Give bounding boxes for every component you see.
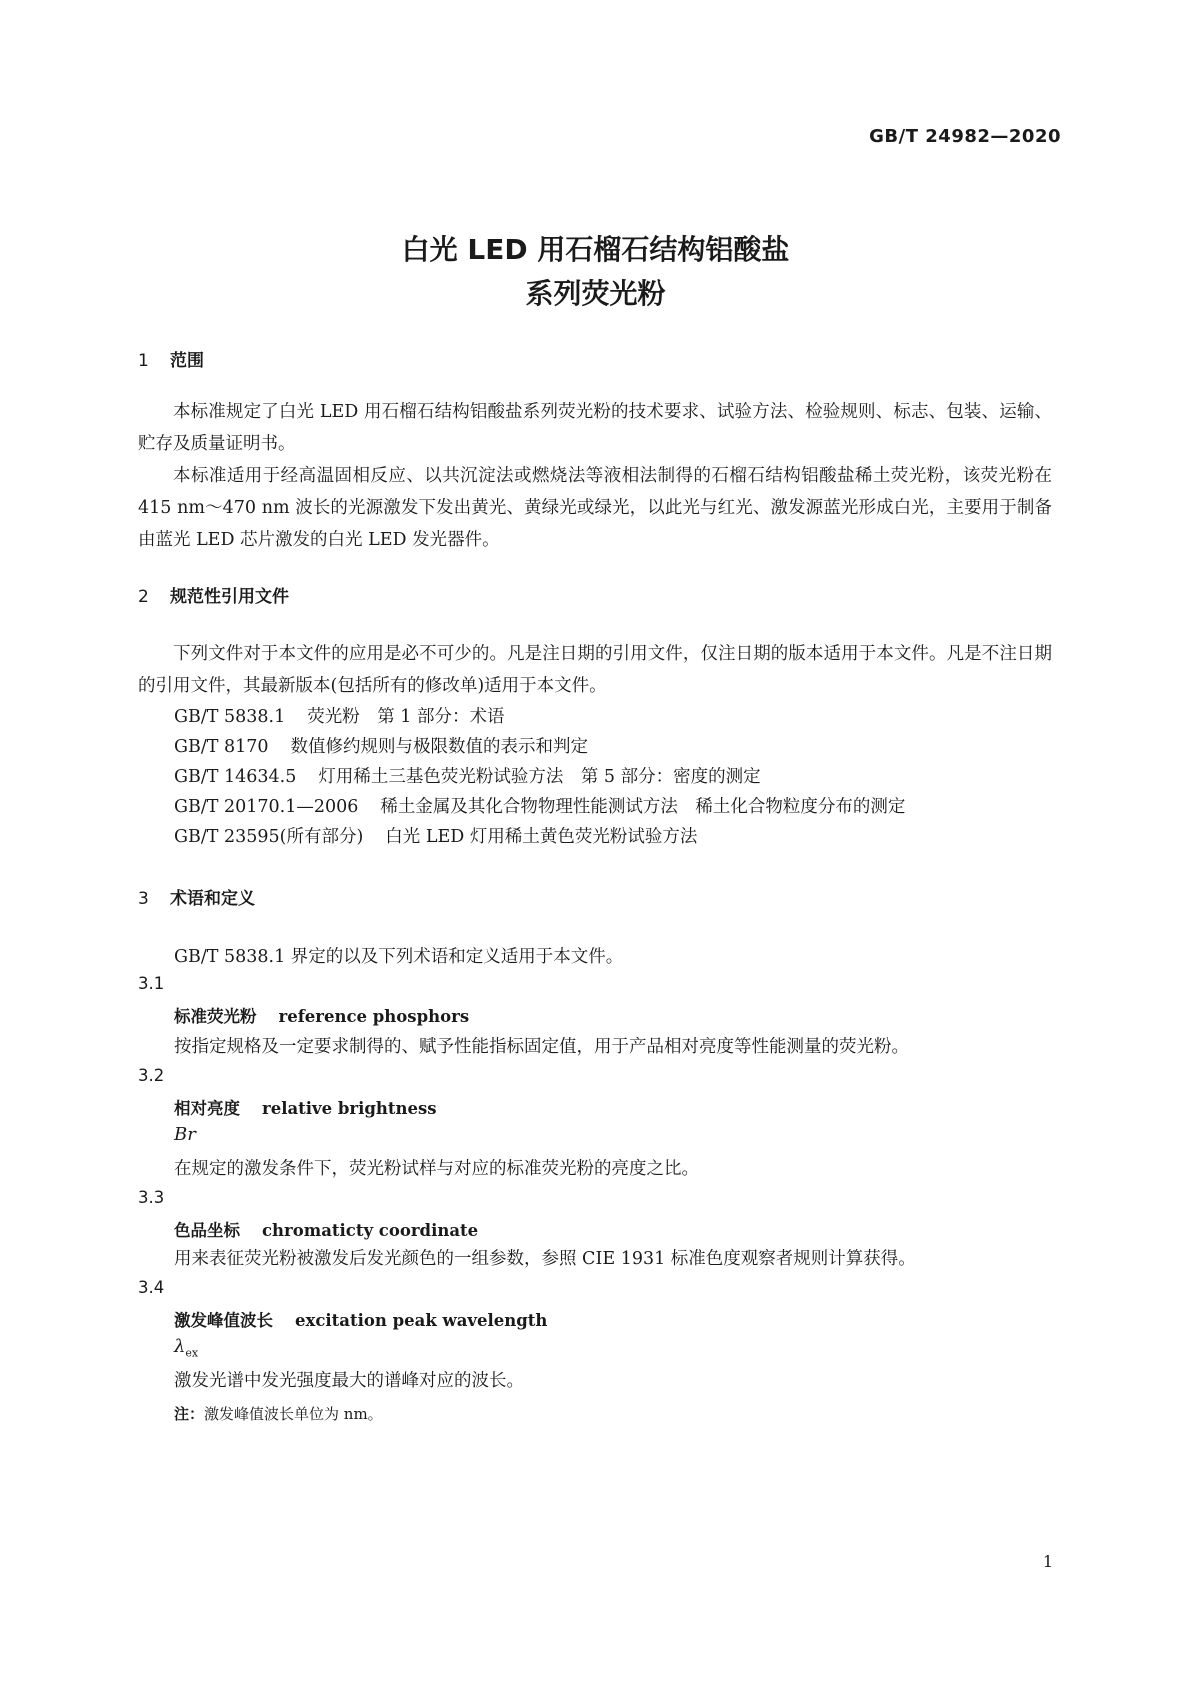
section-title: 术语和定义 [170,889,255,909]
term-name-en: reference phosphors [278,1007,470,1026]
symbol-subscript: ex [185,1346,199,1360]
reference-code: GB/T 8170 [174,737,269,757]
reference-title: 稀土金属及其化合物物理性能测试方法 稀土化合物粒度分布的测定 [380,797,906,817]
term-name [174,1307,547,1331]
term-name [174,1003,469,1027]
reference-title: 白光 LED 灯用稀土黄色荧光粉试验方法 [385,827,698,847]
reference-code: GB/T 20170.1—2006 [174,797,359,817]
reference-title: 灯用稀土三基色荧光粉试验方法 第 5 部分：密度的测定 [318,767,761,787]
scope-paragraph-1: 本标准规定了白光 LED 用石榴石结构铝酸盐系列荧光粉的技术要求、试验方法、检验规则、标志、包装、运输、贮存及质量证明书。 [138,402,1052,454]
page-number: 1 [1042,1552,1053,1571]
term-definition: 用来表征荧光粉被激发后发光颜色的一组参数，参照 CIE 1931 标准色度观察者规则计算获得。 [174,1249,916,1269]
reference-title: 数值修约规则与极限数值的表示和判定 [290,737,589,757]
reference-item [174,703,504,728]
term-name-zh: 激发峰值波长 [174,1311,273,1330]
section-2-heading [138,582,289,607]
references-intro: 下列文件对于本文件的应用是必不可少的。凡是注日期的引用文件，仅注日期的版本适用于本文件。凡是不注日期的引用文件，其最新版本(包括所有的修改单)适用于本文件。 [138,644,1052,696]
reference-item [174,793,905,818]
section-title: 范围 [170,351,204,371]
term-number: 3.4 [138,1278,165,1297]
scope-paragraph-2: 本标准适用于经高温固相反应、以共沉淀法或燃烧法等液相法制得的石榴石结构铝酸盐稀土荧光粉，该荧光粉在 415 nm～470 nm 波长的光源激发下发出黄光、黄绿光或绿光，以此光与红光、激发源蓝光形成白光，主要用于制备由蓝光 LED 芯片激发的白光 LED 发光器件。 [138,466,1052,550]
term-name-zh: 标准荧光粉 [174,1007,257,1026]
term-definition: 按指定规格及一定要求制得的、赋予性能指标固定值，用于产品相对亮度等性能测量的荧光粉。 [174,1037,909,1057]
term-symbol [174,1336,198,1360]
reference-code: GB/T 14634.5 [174,767,297,787]
note-label: 注： [174,1405,205,1423]
note-text: 激发峰值波长单位为 nm。 [204,1405,383,1423]
term-name-zh: 色品坐标 [174,1221,240,1240]
symbol-base: λ [174,1336,186,1357]
term-definition: 在规定的激发条件下，荧光粉试样与对应的标准荧光粉的亮度之比。 [174,1159,699,1179]
section-3-heading [138,884,255,909]
term-name-en: chromaticty coordinate [262,1221,479,1240]
term-number: 3.2 [138,1066,165,1085]
standard-number: GB/T 24982—2020 [869,126,1061,147]
reference-title: 荧光粉 第 1 部分：术语 [307,707,505,727]
term-symbol: Br [174,1124,196,1145]
term-name [174,1217,478,1241]
title-line-2: 系列荧光粉 [525,277,666,310]
section-1-heading [138,346,204,371]
term-name-en: excitation peak wavelength [295,1311,548,1330]
term-number: 3.3 [138,1188,165,1207]
reference-code: GB/T 5838.1 [174,707,286,727]
section-number: 3 [138,889,149,909]
term-number: 3.1 [138,974,165,993]
term-note [174,1403,383,1424]
reference-item [174,733,588,758]
term-name [174,1095,437,1119]
section-number: 2 [138,587,149,607]
title-line-1: 白光 LED 用石榴石结构铝酸盐 [401,233,790,266]
section-number: 1 [138,351,149,371]
reference-item [174,763,761,788]
term-name-zh: 相对亮度 [174,1099,240,1118]
reference-code: GB/T 23595(所有部分) [174,827,364,847]
document-title [0,228,1191,316]
section-title: 规范性引用文件 [170,587,289,607]
term-definition: 激发光谱中发光强度最大的谱峰对应的波长。 [174,1371,524,1391]
term-name-en: relative brightness [262,1099,437,1118]
terms-intro: GB/T 5838.1 界定的以及下列术语和定义适用于本文件。 [174,947,624,967]
reference-item [174,823,697,848]
